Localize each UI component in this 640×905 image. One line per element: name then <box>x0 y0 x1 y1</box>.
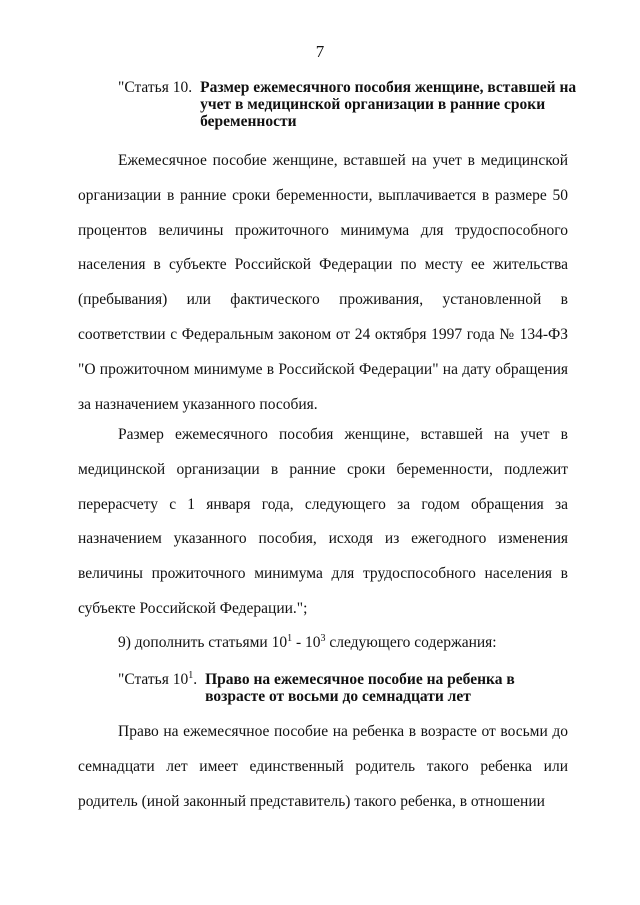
paragraph-right-to-allowance: Право на ежемесячное пособие на ребенка в возрасте от восьми до семнадцати лет имеет единственный родитель такого ребенка или родитель (иной законный представитель) такого ребенка, в отношении <box>78 723 568 810</box>
article-10-1-prefix-start: "Статья 10 <box>118 671 189 688</box>
paragraph-allowance-recalculation: Размер ежемесячного пособия женщине, вставшей на учет в медицинской организации в ранние сроки беременности, подлежит перерасчету с 1 января года, следующего за годом обращения за назначением указанного пособия, исходя из ежегодного изменения величины прожиточного минимума для трудоспособного населения в субъекте Российской Федерации."; <box>78 426 568 617</box>
article-10-prefix: "Статья 10. <box>118 79 193 96</box>
article-10-1-prefix <box>118 671 205 705</box>
article-10-1-superscript: 1 <box>188 670 194 681</box>
article-10-title: Размер ежемесячного пособия женщине, вставшей на учет в медицинской организации в ранние сроки беременности <box>200 79 577 130</box>
page-number: 7 <box>315 42 325 61</box>
article-10-heading <box>118 79 578 130</box>
item-9-superscript-1: 1 <box>287 633 293 644</box>
article-10-1-prefix-end: . <box>193 671 198 688</box>
item-9-text-end: следующего содержания: <box>325 634 497 651</box>
article-10-1-title: Право на ежемесячное пособие на ребенка в возрасте от восьми до семнадцати лет <box>205 671 515 705</box>
paragraph-allowance-amount: Ежемесячное пособие женщине, вставшей на учет в медицинской организации в ранние сроки беременности, выплачивается в размере 50 процентов величины прожиточного минимума для трудоспособного населения в субъекте Российской Федерации по месту ее жительства (пребывания) или фактического проживания, установленной в соответствии с Федеральным законом от 24 октября 1997 года № 134-ФЗ "О прожиточном минимуме в Российской Федерации" на дату обращения за назначением указанного пособия. <box>78 152 568 413</box>
article-10-1-heading <box>118 671 578 705</box>
item-9-amendment <box>78 626 568 661</box>
item-9-text-start: 9) дополнить статьями 10 <box>118 634 288 651</box>
item-9-text-middle: - 10 <box>292 634 321 651</box>
item-9-superscript-3: 3 <box>320 633 326 644</box>
